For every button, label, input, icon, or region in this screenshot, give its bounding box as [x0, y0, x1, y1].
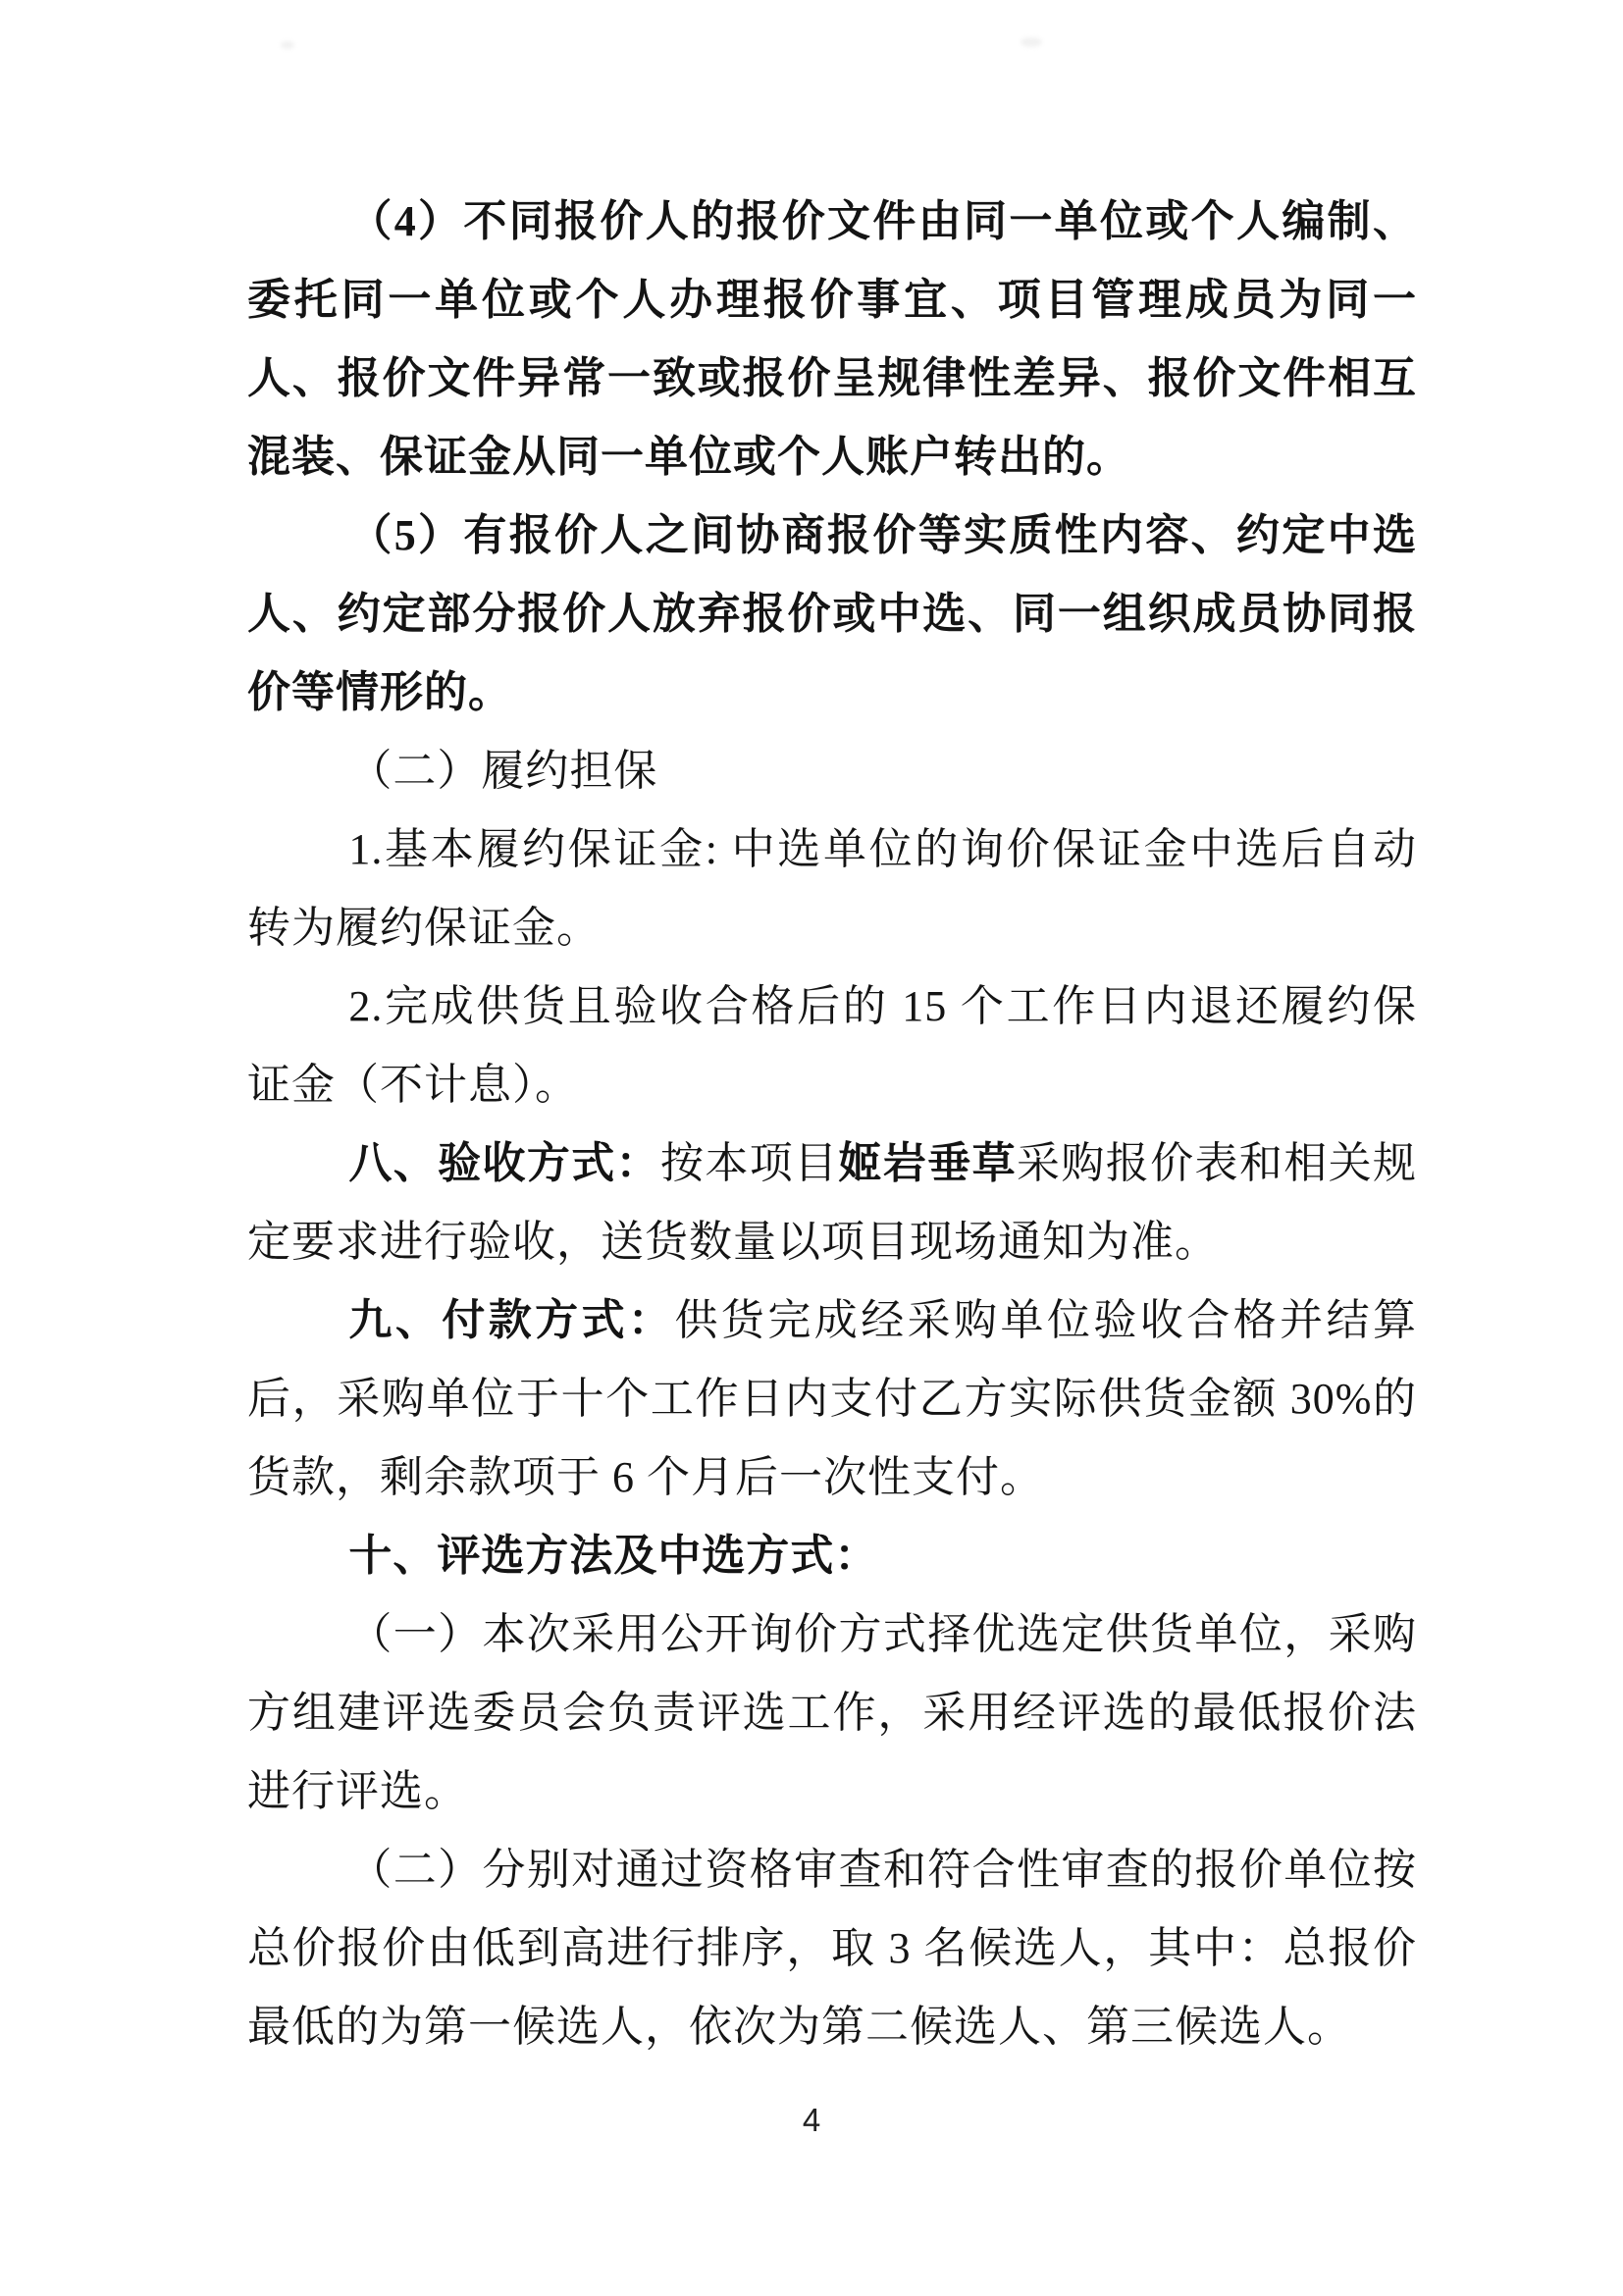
clause-10-evaluation-heading: [247, 1517, 1417, 1595]
clause-9-payment-method: [247, 1281, 1417, 1517]
paragraph-text: （二）履约担保: [348, 747, 658, 795]
item-2-deposit-refund: [247, 967, 1417, 1124]
paragraph-text: 1.基本履约保证金: 中选单位的询价保证金中选后自动转为履约保证金。: [247, 825, 1417, 952]
paragraph-text: 采购报价表和相关规定要求进行验收，送货数量以项目现场通知为准。: [247, 1139, 1418, 1266]
project-name: 姬岩垂草: [838, 1139, 1018, 1187]
document-body: [247, 183, 1417, 2066]
clause-8-label: 八、验收方式：: [348, 1139, 661, 1187]
clause-5-collusion: [247, 496, 1417, 732]
item-1-basic-performance-deposit: [247, 810, 1417, 967]
paragraph-text: （一）本次采用公开询价方式择优选定供货单位，采购方组建评选委员会负责评选工作，采用经评选的最低报价法进行评选。: [247, 1610, 1417, 1815]
paragraph-text: 供货完成经采购单位验收合格并结算后，采购单位于十个工作日内支付乙方实际供货金额 30%的货款，剩余款项于 6 个月后一次性支付。: [247, 1296, 1418, 1501]
paragraph-text: （5）有报价人之间协商报价等实质性内容、约定中选人、约定部分报价人放弃报价或中选、同一组织成员协同报价等情形的。: [247, 511, 1417, 716]
item-1-open-inquiry-selection: [247, 1595, 1417, 1831]
scan-artifact: [281, 41, 294, 49]
paragraph-text: （二）分别对通过资格审查和符合性审查的报价单位按总价报价由低到高进行排序，取 3 名候选人，其中：总报价最低的为第一候选人，依次为第二候选人、第三候选人。: [247, 1846, 1417, 2051]
paragraph-text: 2.完成供货且验收合格后的 15 个工作日内退还履约保证金（不计息）。: [247, 982, 1417, 1109]
item-2-candidate-ranking: [247, 1831, 1417, 2066]
heading-performance-guarantee: [247, 732, 1417, 810]
paragraph-text: 十、评选方法及中选方式：: [348, 1532, 879, 1580]
clause-9-label: 九、付款方式：: [348, 1296, 675, 1344]
clause-4-identical-bid-documents: [247, 183, 1417, 496]
paragraph-text: 按本项目: [660, 1139, 839, 1187]
page-number: 4: [802, 2102, 821, 2138]
clause-8-acceptance-method: [247, 1124, 1417, 1281]
scan-artifact: [1021, 37, 1042, 47]
paragraph-text: （4）不同报价人的报价文件由同一单位或个人编制、委托同一单位或个人办理报价事宜、项目管理成员为同一人、报价文件异常一致或报价呈规律性差异、报价文件相互混装、保证金从同一单位或个人账户转出的。: [247, 197, 1417, 481]
